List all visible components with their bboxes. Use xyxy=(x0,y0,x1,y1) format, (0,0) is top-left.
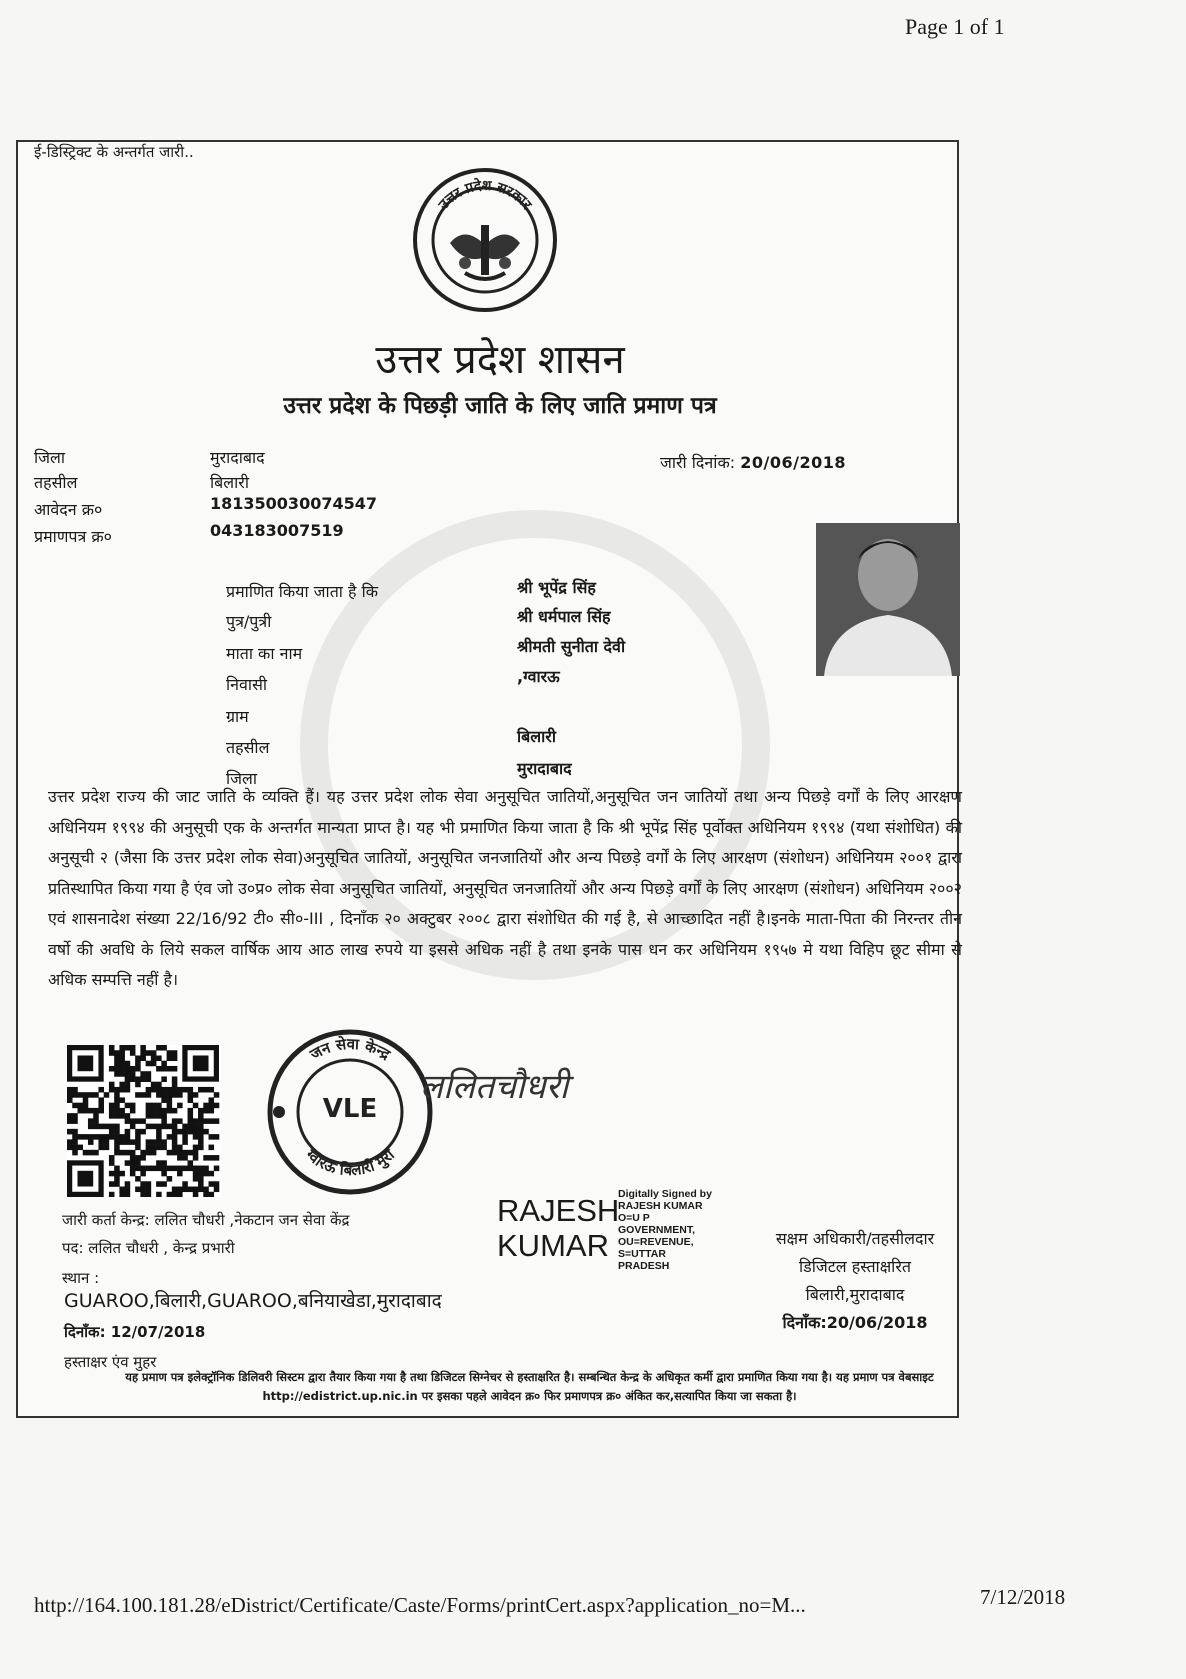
handwritten-signature: ललितचौधरी xyxy=(420,1067,569,1107)
emblem-text: उत्तर प्रदेश सरकार xyxy=(435,177,535,213)
svg-text:उत्तर प्रदेश सरकार xyxy=(435,177,535,214)
district-value: मुरादाबाद xyxy=(210,448,265,467)
application-no-label: आवेदन क्र० xyxy=(34,500,103,519)
vle-round-seal xyxy=(265,1027,435,1197)
place-label: स्थान : xyxy=(62,1269,100,1287)
print-date: 7/12/2018 xyxy=(980,1585,1066,1609)
tehsil-value: बिलारी xyxy=(210,473,249,492)
digital-signer-first-name: RAJESH xyxy=(497,1193,620,1228)
mother-name-label: माता का नाम xyxy=(226,644,303,663)
print-url: http://164.100.181.28/eDistrict/Certificate/Caste/Forms/printCert.aspx?application_no=M... xyxy=(34,1593,806,1617)
verification-footer-note: यह प्रमाण पत्र इलेक्ट्रॉनिक डिलिवरी सिस्टम द्वारा तैयार किया गया है तथा डिजिटल सिग्नेचर से हस्ताक्षरित है। सम्बन्धित केन्द्र के अधिकृत कर्मी द्वारा प्रमाणित किया गया है। यह प्रमाण पत्र वेबसाइट http://edistrict.up.nic.in पर इसका पहले आवेदन क्र० फिर प्रमाणपत्र क्र० अंकित कर,सत्यापित किया जा सकता है। xyxy=(125,1370,934,1403)
issue-date-label: जारी दिनांक: xyxy=(660,453,736,472)
issue-date-value: 20/06/2018 xyxy=(740,453,846,472)
tehsil-label: तहसील xyxy=(34,473,78,492)
seal-top-text: जन सेवा केन्द्र xyxy=(307,1034,394,1064)
person-district-label: जिला xyxy=(226,769,258,788)
page-number: Page 1 of 1 xyxy=(905,14,1005,39)
certificate-title: उत्तर प्रदेश शासन xyxy=(375,337,625,383)
digsig-line: RAJESH KUMAR xyxy=(618,1200,703,1212)
issuing-center: जारी कर्ता केन्द्र: ललित चौधरी ,नेकटान जन सेवा केंद्र xyxy=(62,1211,350,1229)
applicant-photo xyxy=(816,523,960,676)
certified-label: प्रमाणित किया जाता है कि xyxy=(226,582,379,601)
digital-signer-last-name: KUMAR xyxy=(497,1228,609,1263)
certificate-no-label: प्रमाणपत्र क्र० xyxy=(34,527,112,546)
authority-date: दिनाँक:20/06/2018 xyxy=(782,1313,928,1332)
district-label: जिला xyxy=(34,448,66,467)
application-no-value: 181350030074547 xyxy=(210,494,377,513)
authority-place: बिलारी,मुरादाबाद xyxy=(805,1285,905,1304)
digital-signer-name xyxy=(497,1193,619,1263)
sign-and-seal-label: हस्ताक्षर एंव मुहर xyxy=(64,1353,157,1371)
digsig-line: O=U P xyxy=(618,1212,650,1224)
father-name: श्री धर्मपाल सिंह xyxy=(517,607,611,626)
digsig-line: OU=REVENUE, xyxy=(618,1236,694,1248)
digsig-line: Digitally Signed by xyxy=(618,1188,712,1200)
issuer-date: दिनाँक: 12/07/2018 xyxy=(64,1323,206,1341)
qr-code xyxy=(67,1045,221,1197)
issuer-place: GUAROO,बिलारी,GUAROO,बनियाखेडा,मुरादाबाद xyxy=(64,1290,442,1312)
certificate-subtitle: उत्तर प्रदेश के पिछड़ी जाति के लिए जाति प्रमाण पत्र xyxy=(283,393,717,419)
seal-bottom-text: ग्वारऊ बिलारी मुरा xyxy=(302,1145,398,1180)
svg-text:ग्वारऊ बिलारी मुरा xyxy=(301,1145,398,1180)
resident-label: निवासी xyxy=(226,675,268,694)
certificate-no-value: 043183007519 xyxy=(210,521,344,540)
up-government-emblem xyxy=(410,165,560,315)
issuer-post: पद: ललित चौधरी , केन्द्र प्रभारी xyxy=(62,1239,235,1257)
son-daughter-of-label: पुत्र/पुत्री xyxy=(226,612,272,631)
person-district-value: मुरादाबाद xyxy=(517,759,572,778)
issued-under-edistrict-note: ई-डिस्ट्रिक्ट के अन्तर्गत जारी.. xyxy=(34,143,194,161)
person-tehsil-label: तहसील xyxy=(226,738,270,757)
person-tehsil-value: बिलारी xyxy=(517,727,556,746)
certificate-body-paragraph: उत्तर प्रदेश राज्य की जाट जाति के व्यक्ति हैं। यह उत्तर प्रदेश लोक सेवा अनुसूचित जातियों,अनुसूचित जन जातियों तथा अन्य पिछड़े वर्गों के लिए आरक्षण अधिनियम १९९४ की अनुसूची एक के अन्तर्गत मान्यता प्राप्त है। यह भी प्रमाणित किया जाता है कि श्री भूपेंद्र सिंह पूर्वोक्त अधिनियम १९९४ (यथा संशोधित) की अनुसूची २ (जैसा कि उत्तर प्रदेश लोक सेवा)अनुसूचित जातियों, अनुसूचित जनजातियों और अन्य पिछड़े वर्गों के लिए आरक्षण (संशोधन) अधिनियम २००१ द्वारा प्रतिस्थापित किया गया है एंव जो उ०प्र० लोक सेवा अनुसूचित जातियों, अनुसूचित जनजातियों और अन्य पिछड़े वर्गों के लिए आरक्षण (संशोधन) अधिनियम २००२ एवं शासनादेश संख्या 22/16/92 टी० सी०-III , दिनाँक २० अक्टुबर २००८ द्वारा संशोधित की गई है, से आच्छादित नहीं है।इनके माता-पिता की निरन्तर तीन वर्षो की अवधि के लिये सकल वार्षिक आय आठ लाख रुपये या इससे अधिक नहीं है तथा इनके पास धन कर अधिनियम १९५७ मे यथा विहिप छूट सीमा से अधिक सम्पत्ति नहीं है। xyxy=(48,787,962,989)
authority-title: सक्षम अधिकारी/तहसीलदार xyxy=(775,1229,935,1248)
digsig-line: S=UTTAR xyxy=(618,1248,666,1260)
authority-digital-sign: डिजिटल हस्ताक्षरित xyxy=(799,1257,911,1276)
issue-date xyxy=(660,451,846,473)
digsig-line: PRADESH xyxy=(618,1260,670,1272)
village-label: ग्राम xyxy=(226,707,249,726)
digsig-line: GOVERNMENT, xyxy=(618,1224,696,1236)
digital-signature-details xyxy=(618,1188,712,1272)
seal-vle-text: VLE xyxy=(322,1094,378,1124)
mother-name: श्रीमती सुनीता देवी xyxy=(517,637,626,656)
resident-value: ,ग्वारऊ xyxy=(517,667,560,686)
applicant-name: श्री भूपेंद्र सिंह xyxy=(517,578,596,597)
competent-authority-block xyxy=(760,1225,950,1337)
